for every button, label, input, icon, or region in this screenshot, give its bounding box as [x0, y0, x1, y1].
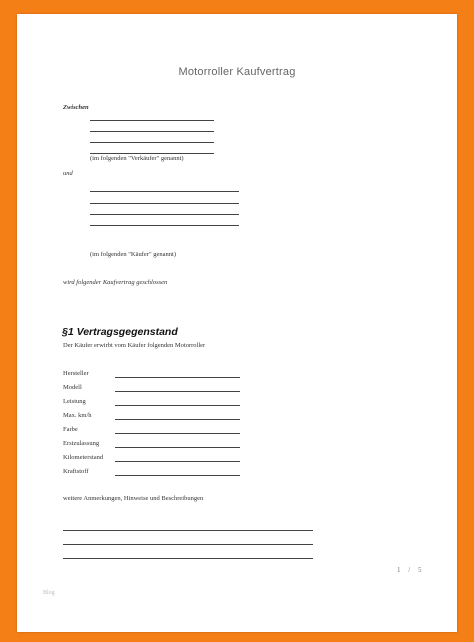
document-title: Motorroller Kaufvertrag — [178, 66, 296, 78]
field-line-manufacturer[interactable] — [115, 377, 240, 378]
field-line-mileage[interactable] — [115, 461, 240, 462]
buyer-line-3[interactable] — [90, 214, 239, 215]
buyer-line-4[interactable] — [90, 225, 239, 226]
field-label-fuel: Kraftstoff — [63, 468, 89, 475]
buyer-line-1[interactable] — [90, 191, 239, 192]
page-number: 1 / 5 — [397, 566, 425, 574]
seller-line-4[interactable] — [90, 153, 214, 154]
between-label: Zwischen — [63, 104, 89, 111]
document-page — [17, 14, 457, 632]
field-line-model[interactable] — [115, 391, 240, 392]
field-label-max-speed: Max. km/h — [63, 412, 92, 419]
section1-intro: Der Käufer erwirbt vom Käufer folgenden Motorroller — [63, 342, 206, 349]
field-line-color[interactable] — [115, 433, 240, 434]
buyer-line-2[interactable] — [90, 203, 239, 204]
seller-line-2[interactable] — [90, 131, 214, 132]
seller-line-1[interactable] — [90, 120, 214, 121]
field-label-first-registration: Erstzulassung — [63, 440, 100, 447]
remarks-line-2[interactable] — [63, 544, 313, 545]
buyer-note: (im folgenden "Käufer" genannt) — [90, 251, 176, 258]
field-line-max-speed[interactable] — [115, 419, 240, 420]
remarks-line-3[interactable] — [63, 558, 313, 559]
field-label-manufacturer: Hersteller — [63, 370, 89, 377]
and-label: und — [63, 170, 73, 177]
seller-note: (im folgenden "Verkäufer" genannt) — [90, 155, 184, 162]
section1-heading: §1 Vertragsgegenstand — [62, 326, 178, 338]
field-label-color: Farbe — [63, 426, 78, 433]
remarks-line-1[interactable] — [63, 530, 313, 531]
field-line-fuel[interactable] — [115, 475, 240, 476]
closing-line: wird folgender Kaufvertrag geschlossen — [63, 279, 168, 286]
field-line-power[interactable] — [115, 405, 240, 406]
field-label-model: Modell — [63, 384, 82, 391]
remarks-label: weitere Anmerkungen, Hinweise und Beschreibungen — [63, 495, 204, 502]
field-label-power: Leistung — [63, 398, 86, 405]
seller-line-3[interactable] — [90, 142, 214, 143]
watermark-text: Blog — [43, 590, 55, 596]
field-line-first-registration[interactable] — [115, 447, 240, 448]
field-label-mileage: Kilometerstand — [63, 454, 104, 461]
